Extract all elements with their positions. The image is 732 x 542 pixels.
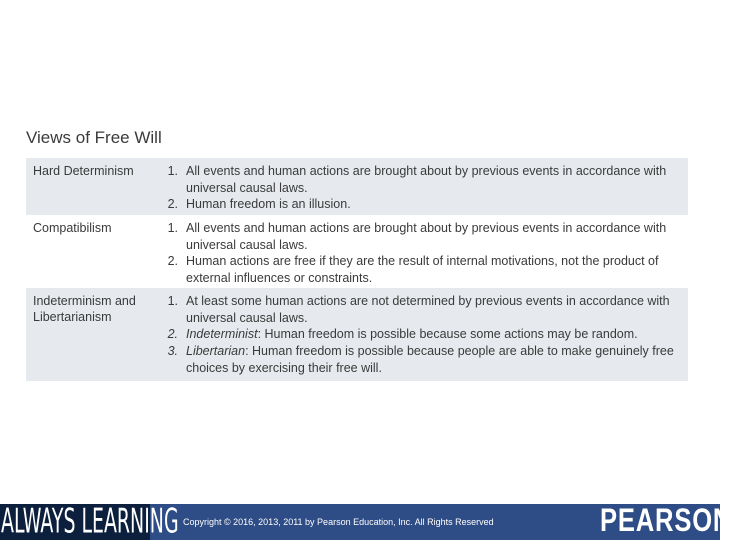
item-number: 2. — [167, 254, 178, 269]
item-number: 2. — [167, 327, 178, 342]
item-body: : Human freedom is possible because some actions may be random. — [257, 327, 638, 342]
item-body: : Human freedom is possible because people are able to make genuinely free choices by exercising their free will. — [186, 344, 674, 375]
term-label: Indeterminism and Libertarianism — [33, 294, 136, 324]
item-number: 1. — [167, 164, 178, 178]
item-text: Human actions are free if they are the result of internal motivations, not the product of external influences or constraints. — [186, 254, 659, 286]
item-text — [186, 326, 685, 343]
item-text: All events and human actions are brought about by previous events in accordance with universal causal laws. — [186, 164, 667, 195]
list-item — [160, 163, 685, 196]
item-number: 1. — [167, 294, 178, 308]
footer-bar — [0, 502, 732, 542]
term-label: Hard Determinism — [33, 164, 134, 178]
pearson-logo — [598, 502, 732, 540]
item-text: Human freedom is an illusion. — [186, 197, 351, 212]
list-item — [160, 220, 685, 253]
always-learning-logo — [0, 503, 179, 542]
list-item — [160, 293, 685, 326]
table-row — [26, 158, 688, 215]
item-number: 2. — [167, 197, 178, 212]
list-item — [160, 253, 685, 286]
item-number: 3. — [167, 344, 178, 359]
page-title: Views of Free Will — [26, 128, 162, 147]
copyright-text: Copyright © 2016, 2013, 2011 by Pearson Education, Inc. All Rights Reserved — [183, 517, 494, 527]
list-item — [160, 196, 685, 213]
item-text — [186, 343, 685, 376]
item-lead-term: Libertarian — [186, 344, 246, 359]
item-lead-term: Indeterminist — [186, 327, 258, 342]
list-item — [160, 326, 685, 343]
table-row — [26, 288, 688, 381]
item-list — [160, 293, 685, 377]
list-item — [160, 343, 685, 376]
table-row — [26, 215, 688, 288]
pearson-text: PEARSON — [600, 502, 732, 538]
item-text: All events and human actions are brought about by previous events in accordance with universal causal laws. — [186, 221, 667, 252]
always-learning-text: ALWAYS LEARNING — [1, 503, 179, 542]
term-label: Compatibilism — [33, 221, 112, 235]
item-number: 1. — [167, 221, 178, 235]
item-text: At least some human actions are not determined by previous events in accordance with universal causal laws. — [186, 294, 670, 325]
item-list — [160, 220, 685, 287]
item-list — [160, 163, 685, 213]
views-table — [26, 158, 688, 381]
